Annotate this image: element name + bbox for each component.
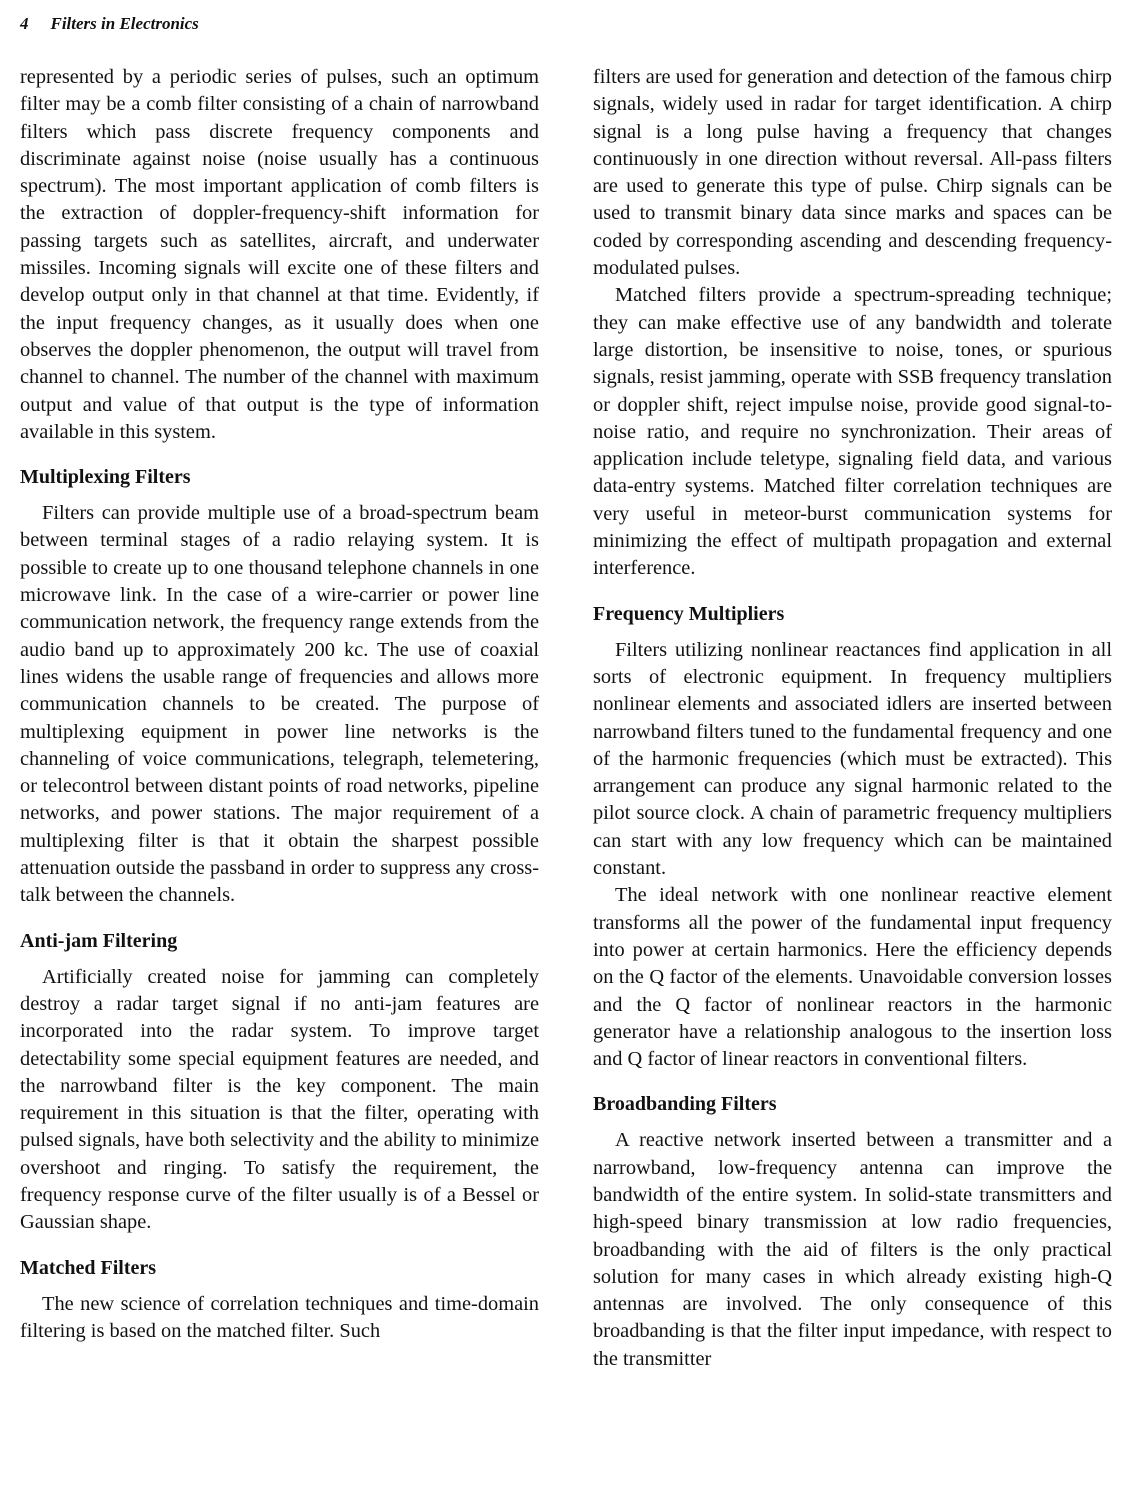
running-head <box>20 14 199 34</box>
paragraph-anti-jam: Artificially created noise for jamming can completely destroy a radar target signal if no anti-jam features are incorporated into the radar system. To improve target detectability some special equipment features are needed, and the narrowband filter is the key component. The main requirement in this situation is that the filter, operating with pulsed signals, have both selectivity and the ability to minimize overshoot and ringing. To satisfy the requirement, the frequency response curve of the filter usually is of a Bessel or Gaussian shape. <box>20 965 539 1234</box>
paragraph-spectrum-spreading: Matched filters provide a spectrum-spreading technique; they can make effective use of any bandwidth and tolerate large distortion, be insensitive to noise, tones, or spurious signals, resist jamming, operate with SSB frequency translation or doppler shift, reject impulse noise, provide good signal-to-noise ratio, and require no synchronization. Their areas of application include teletype, signaling field data, and various data-entry systems. Matched filter correlation techniques are very useful in meteor-burst communication systems for minimizing the effect of multipath propagation and external interference. <box>593 284 1112 580</box>
heading-anti-jam-filtering: Anti-jam Filtering <box>20 929 178 952</box>
paragraph-multiplexing: Filters can provide multiple use of a broad-spectrum beam between terminal stages of a radio relaying system. It is possible to create up to one thousand telephone channels in one microwave link. In the case of a wire-carrier or power line communication network, the frequency range extends from the audio band up to approximately 200 kc. The use of coaxial lines widens the usable range of frequencies and allows more communication channels to be created. The purpose of multiplexing equipment in power line networks is the channeling of voice communications, telegraph, telemetering, or telecontrol between distant points of road networks, pipeline networks, and power stations. The major requirement of a multiplexing filter is that it obtain the sharpest possible attenuation outside the passband in order to suppress any cross-talk between the channels. <box>20 502 539 907</box>
running-title: Filters in Electronics <box>50 14 199 33</box>
left-column <box>20 64 539 1345</box>
heading-frequency-multipliers: Frequency Multipliers <box>593 602 785 625</box>
heading-broadbanding-filters: Broadbanding Filters <box>593 1093 777 1116</box>
paragraph-broadbanding: A reactive network inserted between a transmitter and a narrowband, low-frequency antenna can improve the bandwidth of the entire system. In solid-state transmitters and high-speed binary transmission at low radio frequencies, broadbanding with the aid of filters is the only practical solution for many cases in which already existing high-Q antennas are involved. The only consequence of this broadbanding is that the filter input impedance, with respect to the transmitter <box>593 1129 1112 1370</box>
paragraph-nonlinear-network: The ideal network with one nonlinear reactive element transforms all the power of the fundamental input frequency into power at certain harmonics. Here the efficiency depends on the Q factor of the elements. Unavoidable conversion losses and the Q factor of nonlinear reactors in the harmonic generator have a relationship analogous to the insertion loss and Q factor of linear reactors in conventional filters. <box>593 884 1112 1071</box>
heading-multiplexing-filters: Multiplexing Filters <box>20 466 191 489</box>
paragraph-chirp-signals: filters are used for generation and detection of the famous chirp signals, widely used in radar for target identification. A chirp signal is a long pulse having a frequency that changes continuously in one direction without reversal. All-pass filters are used to generate this type of pulse. Chirp signals can be used to transmit binary data since marks and spaces can be coded by corresponding ascending and descending frequency-modulated pulses. <box>593 66 1112 280</box>
paragraph-comb-filters: represented by a periodic series of pulses, such an optimum filter may be a comb filter consisting of a chain of narrowband filters which pass discrete frequency components and discriminate against noise (noise usually has a continuous spectrum). The most important application of comb filters is the extraction of doppler-frequency-shift information for passing targets such as satellites, aircraft, and underwater missiles. Incoming signals will excite one of these filters and develop output only in that channel at that time. Evidently, if the input frequency changes, as it usually does when one observes the doppler phenomenon, the output will travel from channel to channel. The number of the channel with maximum output and value of that output is the type of information available in this system. <box>20 66 539 443</box>
paragraph-matched-intro: The new science of correlation techniques and time-domain filtering is based on the matched filter. Such <box>20 1292 539 1342</box>
right-column <box>593 64 1112 1373</box>
heading-matched-filters: Matched Filters <box>20 1256 157 1279</box>
page-number: 4 <box>20 14 29 33</box>
paragraph-frequency-multipliers: Filters utilizing nonlinear reactances find application in all sorts of electronic equipment. In frequency multipliers nonlinear elements and associated idlers are inserted between narrowband filters tuned to the fundamental frequency and one of the harmonic frequencies (which must be extracted). This arrangement can produce any signal harmonic related to the pilot source clock. A chain of parametric frequency multipliers can start with any low frequency which can be maintained constant. <box>593 638 1112 880</box>
